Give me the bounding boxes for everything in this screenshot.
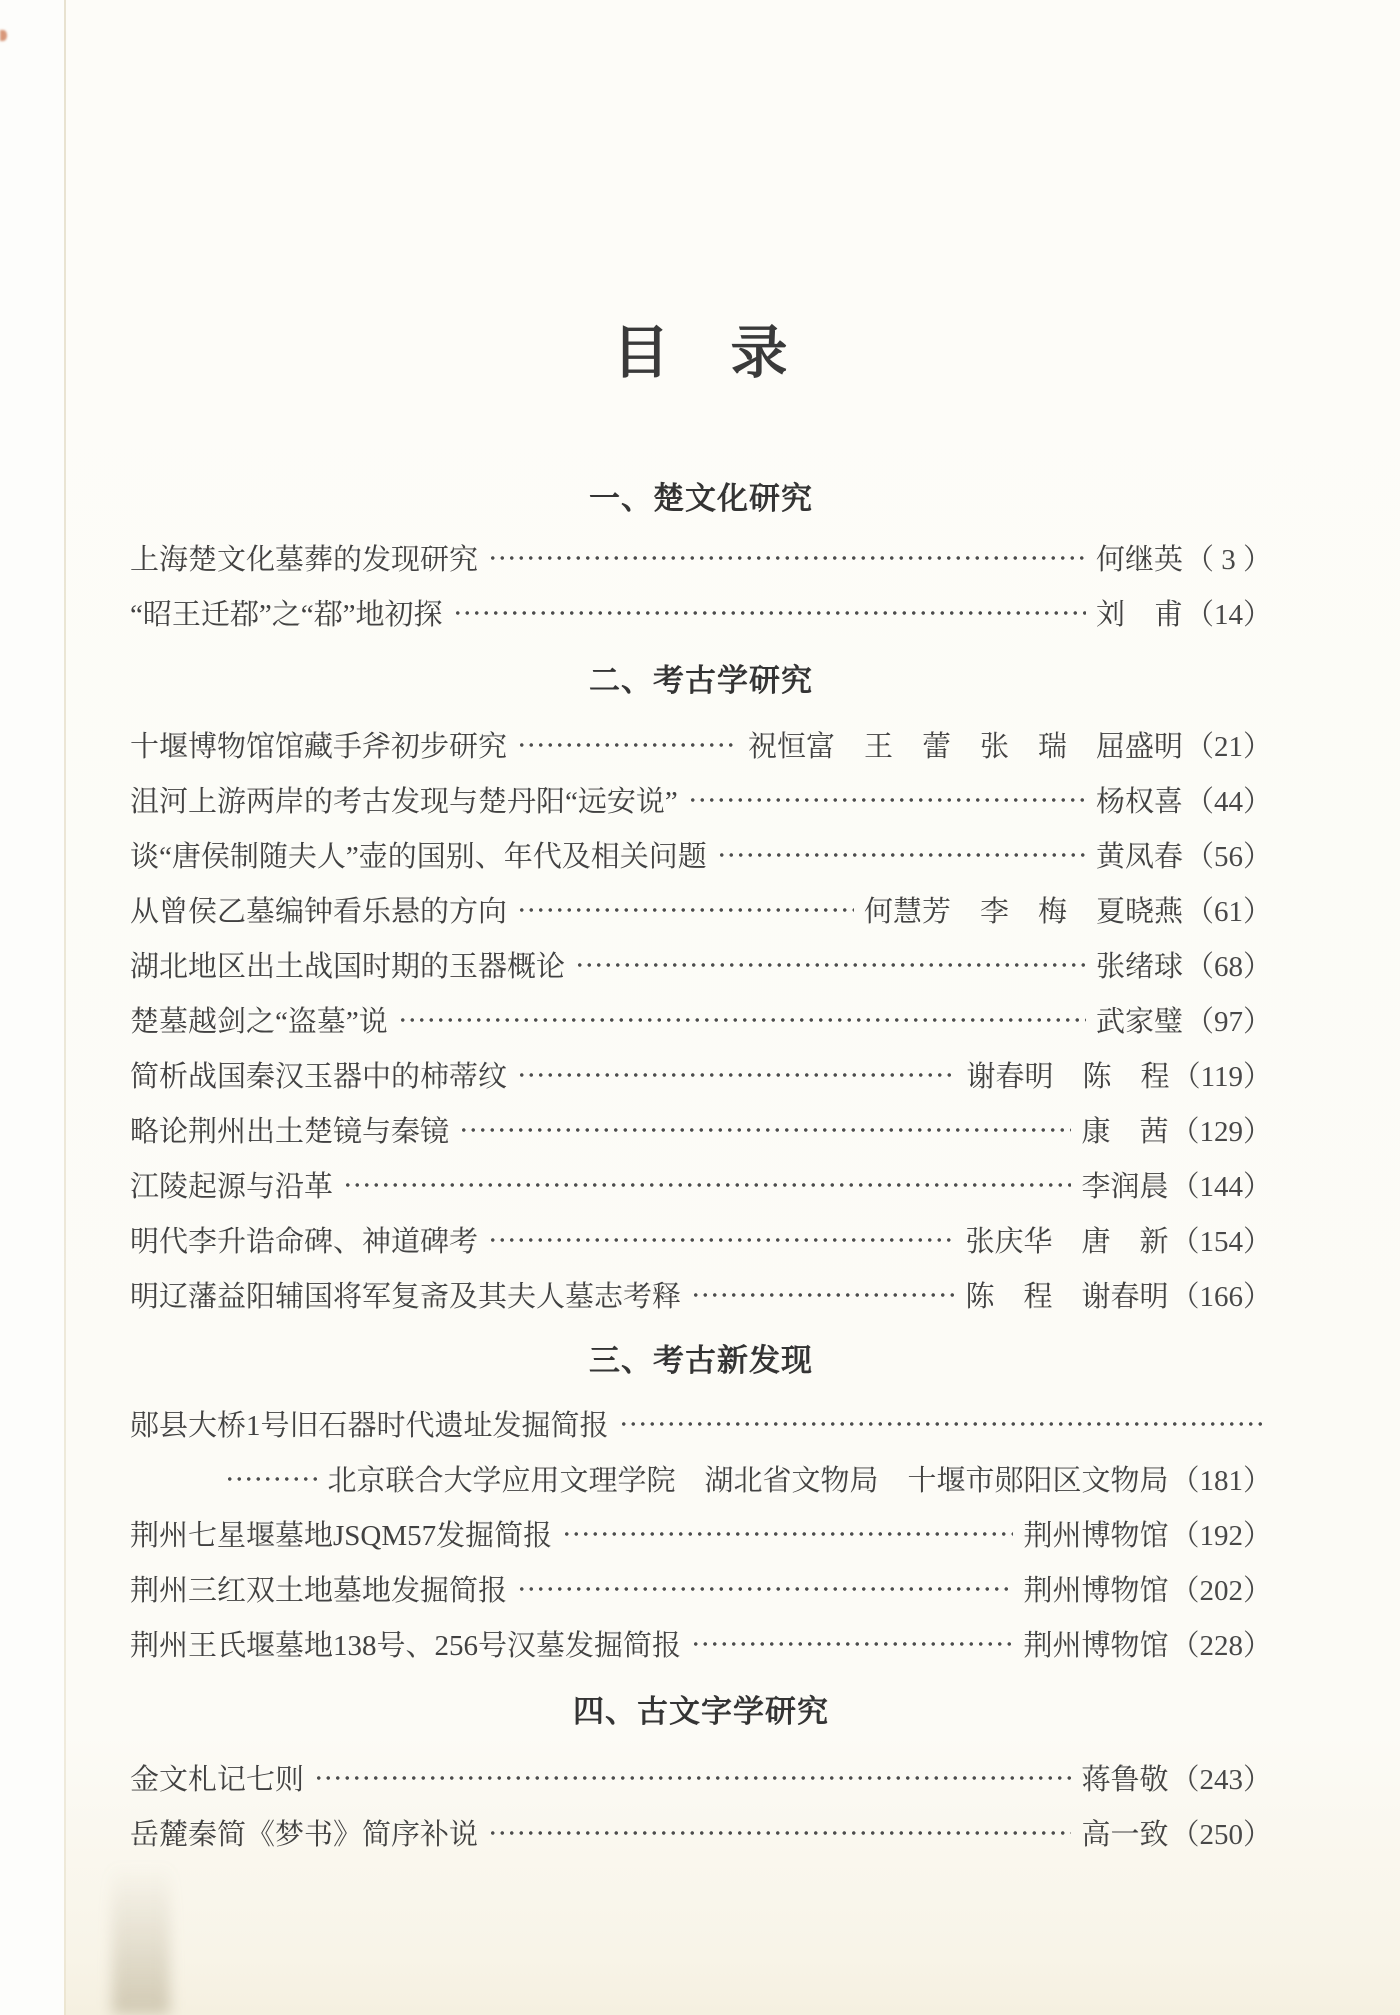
- entry-authors: 荆州博物馆: [1023, 1630, 1169, 1662]
- entry-title: 谈“唐侯制随夫人”壶的国别、年代及相关问题: [130, 841, 707, 873]
- entry-authors: 陈 程 谢春明: [965, 1281, 1169, 1313]
- dot-leader: [312, 1750, 1071, 1805]
- scan-artifact-red-mark: [0, 30, 7, 41]
- entry-authors: 张绪球: [1095, 951, 1183, 983]
- dot-leader: [715, 827, 1086, 882]
- entry-authors: 张庆华 唐 新: [965, 1226, 1169, 1258]
- section-heading-2: 二、考古学研究: [589, 663, 813, 699]
- entry-page-number: （192）: [1170, 1520, 1272, 1552]
- entry-title: 荆州七星堰墓地JSQM57发掘简报: [130, 1520, 553, 1552]
- entry-title: 上海楚文化墓葬的发现研究: [130, 544, 479, 576]
- entry-authors: 杨权喜: [1095, 786, 1183, 818]
- dot-leader: [223, 1451, 317, 1506]
- dot-leader: [486, 530, 1086, 585]
- entry-page-number: （14）: [1184, 599, 1272, 631]
- toc-entry: [130, 1616, 1272, 1671]
- entry-authors: 蒋鲁敬: [1081, 1764, 1169, 1796]
- entry-title: 略论荆州出土楚镜与秦镜: [130, 1116, 450, 1148]
- toc-entry: [130, 585, 1272, 640]
- entry-authors: 谢春明 陈 程: [966, 1061, 1170, 1093]
- entry-authors: 李润晨: [1081, 1171, 1169, 1203]
- entry-authors: 祝恒富 王 蕾 张 瑞 屈盛明: [747, 731, 1183, 763]
- entry-title: 荆州王氏堰墓地138号、256号汉墓发掘简报: [130, 1630, 682, 1662]
- entry-authors: 武家璧: [1095, 1006, 1183, 1038]
- toc-entry: [130, 772, 1272, 827]
- dot-leader: [396, 992, 1086, 1047]
- entry-page-number: （61）: [1184, 896, 1272, 928]
- dot-leader: [486, 1805, 1071, 1860]
- entry-page-number: （ 3 ）: [1184, 544, 1272, 576]
- toc-entry: [130, 1561, 1272, 1616]
- dot-leader: [573, 937, 1086, 992]
- toc-entry-line1: [130, 1396, 1272, 1451]
- dot-leader: [686, 772, 1086, 827]
- page-title: 目 录: [612, 322, 790, 385]
- dot-leader: [486, 1212, 955, 1267]
- entry-page-number: （56）: [1184, 841, 1272, 873]
- toc-entry: [130, 882, 1272, 937]
- entry-title: 楚墓越剑之“盗墓”说: [130, 1006, 388, 1038]
- entry-page-number: （68）: [1184, 951, 1272, 983]
- section-heading-1: 一、楚文化研究: [589, 481, 813, 517]
- entry-page-number: （166）: [1170, 1281, 1272, 1313]
- toc-entry-line2: [130, 1451, 1272, 1506]
- toc-entry: [130, 937, 1272, 992]
- entry-title: 十堰博物馆馆藏手斧初步研究: [130, 731, 508, 763]
- toc-entry: [130, 1267, 1272, 1322]
- underlying-page-edge: [64, 0, 66, 2015]
- entry-title: 金文札记七则: [130, 1764, 305, 1796]
- entry-authors: 高一致: [1081, 1819, 1169, 1851]
- dot-leader: [515, 717, 738, 772]
- toc-body: [130, 472, 1272, 1860]
- entry-page-number: （228）: [1170, 1630, 1272, 1662]
- entry-authors: 北京联合大学应用文理学院 湖北省文物局 十堰市郧阳区文物局: [327, 1465, 1169, 1497]
- dot-leader: [451, 585, 1086, 640]
- book-gutter-shadow: [112, 1865, 170, 2015]
- toc-entry: [130, 717, 1272, 772]
- entry-page-number: （97）: [1184, 1006, 1272, 1038]
- entry-authors: 何慧芳 李 梅 夏晓燕: [863, 896, 1183, 928]
- dot-leader: [689, 1616, 1013, 1671]
- entry-page-number: （144）: [1170, 1171, 1272, 1203]
- entry-title: 从曾侯乙墓编钟看乐悬的方向: [130, 896, 508, 928]
- entry-title: 岳麓秦简《梦书》简序补说: [130, 1819, 479, 1851]
- entry-title: 荆州三红双土地墓地发掘简报: [130, 1575, 508, 1607]
- dot-leader: [617, 1396, 1262, 1451]
- entry-title: 郧县大桥1号旧石器时代遗址发掘简报: [130, 1410, 609, 1442]
- entry-title: “昭王迁鄀”之“鄀”地初探: [130, 599, 443, 631]
- entry-authors: 康 茜: [1081, 1116, 1169, 1148]
- toc-entry: [130, 530, 1272, 585]
- entry-title: 湖北地区出土战国时期的玉器概论: [130, 951, 566, 983]
- entry-title: 江陵起源与沿革: [130, 1171, 334, 1203]
- toc-entry: [130, 1506, 1272, 1561]
- toc-entry: [130, 827, 1272, 882]
- toc-entry: [130, 1212, 1272, 1267]
- toc-entry: [130, 1102, 1272, 1157]
- entry-authors: 荆州博物馆: [1023, 1520, 1169, 1552]
- entry-page-number: （243）: [1170, 1764, 1272, 1796]
- dot-leader: [560, 1506, 1013, 1561]
- entry-page-number: （44）: [1184, 786, 1272, 818]
- toc-entry: [130, 1047, 1272, 1102]
- dot-leader: [515, 1561, 1013, 1616]
- entry-authors: 荆州博物馆: [1023, 1575, 1169, 1607]
- entry-title: 沮河上游两岸的考古发现与楚丹阳“远安说”: [130, 786, 678, 818]
- entry-page-number: （202）: [1170, 1575, 1272, 1607]
- toc-entry: [130, 1157, 1272, 1212]
- toc-entry: [130, 992, 1272, 1047]
- dot-leader: [457, 1102, 1071, 1157]
- page-left-margin-strip: [0, 0, 64, 2015]
- entry-page-number: （129）: [1170, 1116, 1272, 1148]
- entry-authors: 黄凤春: [1095, 841, 1183, 873]
- entry-authors: 刘 甫: [1095, 599, 1183, 631]
- toc-entry: [130, 1805, 1272, 1860]
- entry-page-number: （250）: [1170, 1819, 1272, 1851]
- dot-leader: [515, 1047, 957, 1102]
- dot-leader: [341, 1157, 1071, 1212]
- entry-title: 明代李升诰命碑、神道碑考: [130, 1226, 479, 1258]
- entry-title: 明辽藩益阳辅国将军复斋及其夫人墓志考释: [130, 1281, 682, 1313]
- dot-leader: [515, 882, 854, 937]
- entry-title: 简析战国秦汉玉器中的柿蒂纹: [130, 1061, 508, 1093]
- toc-entry: [130, 1750, 1272, 1805]
- table-of-contents: [130, 0, 1272, 1860]
- section-heading-4: 四、古文字学研究: [573, 1694, 829, 1730]
- entry-page-number: （119）: [1171, 1061, 1272, 1093]
- dot-leader: [689, 1267, 955, 1322]
- entry-page-number: （154）: [1170, 1226, 1272, 1258]
- entry-page-number: （21）: [1184, 731, 1272, 763]
- section-heading-3: 三、考古新发现: [589, 1343, 813, 1379]
- entry-page-number: （181）: [1170, 1465, 1272, 1497]
- entry-authors: 何继英: [1095, 544, 1183, 576]
